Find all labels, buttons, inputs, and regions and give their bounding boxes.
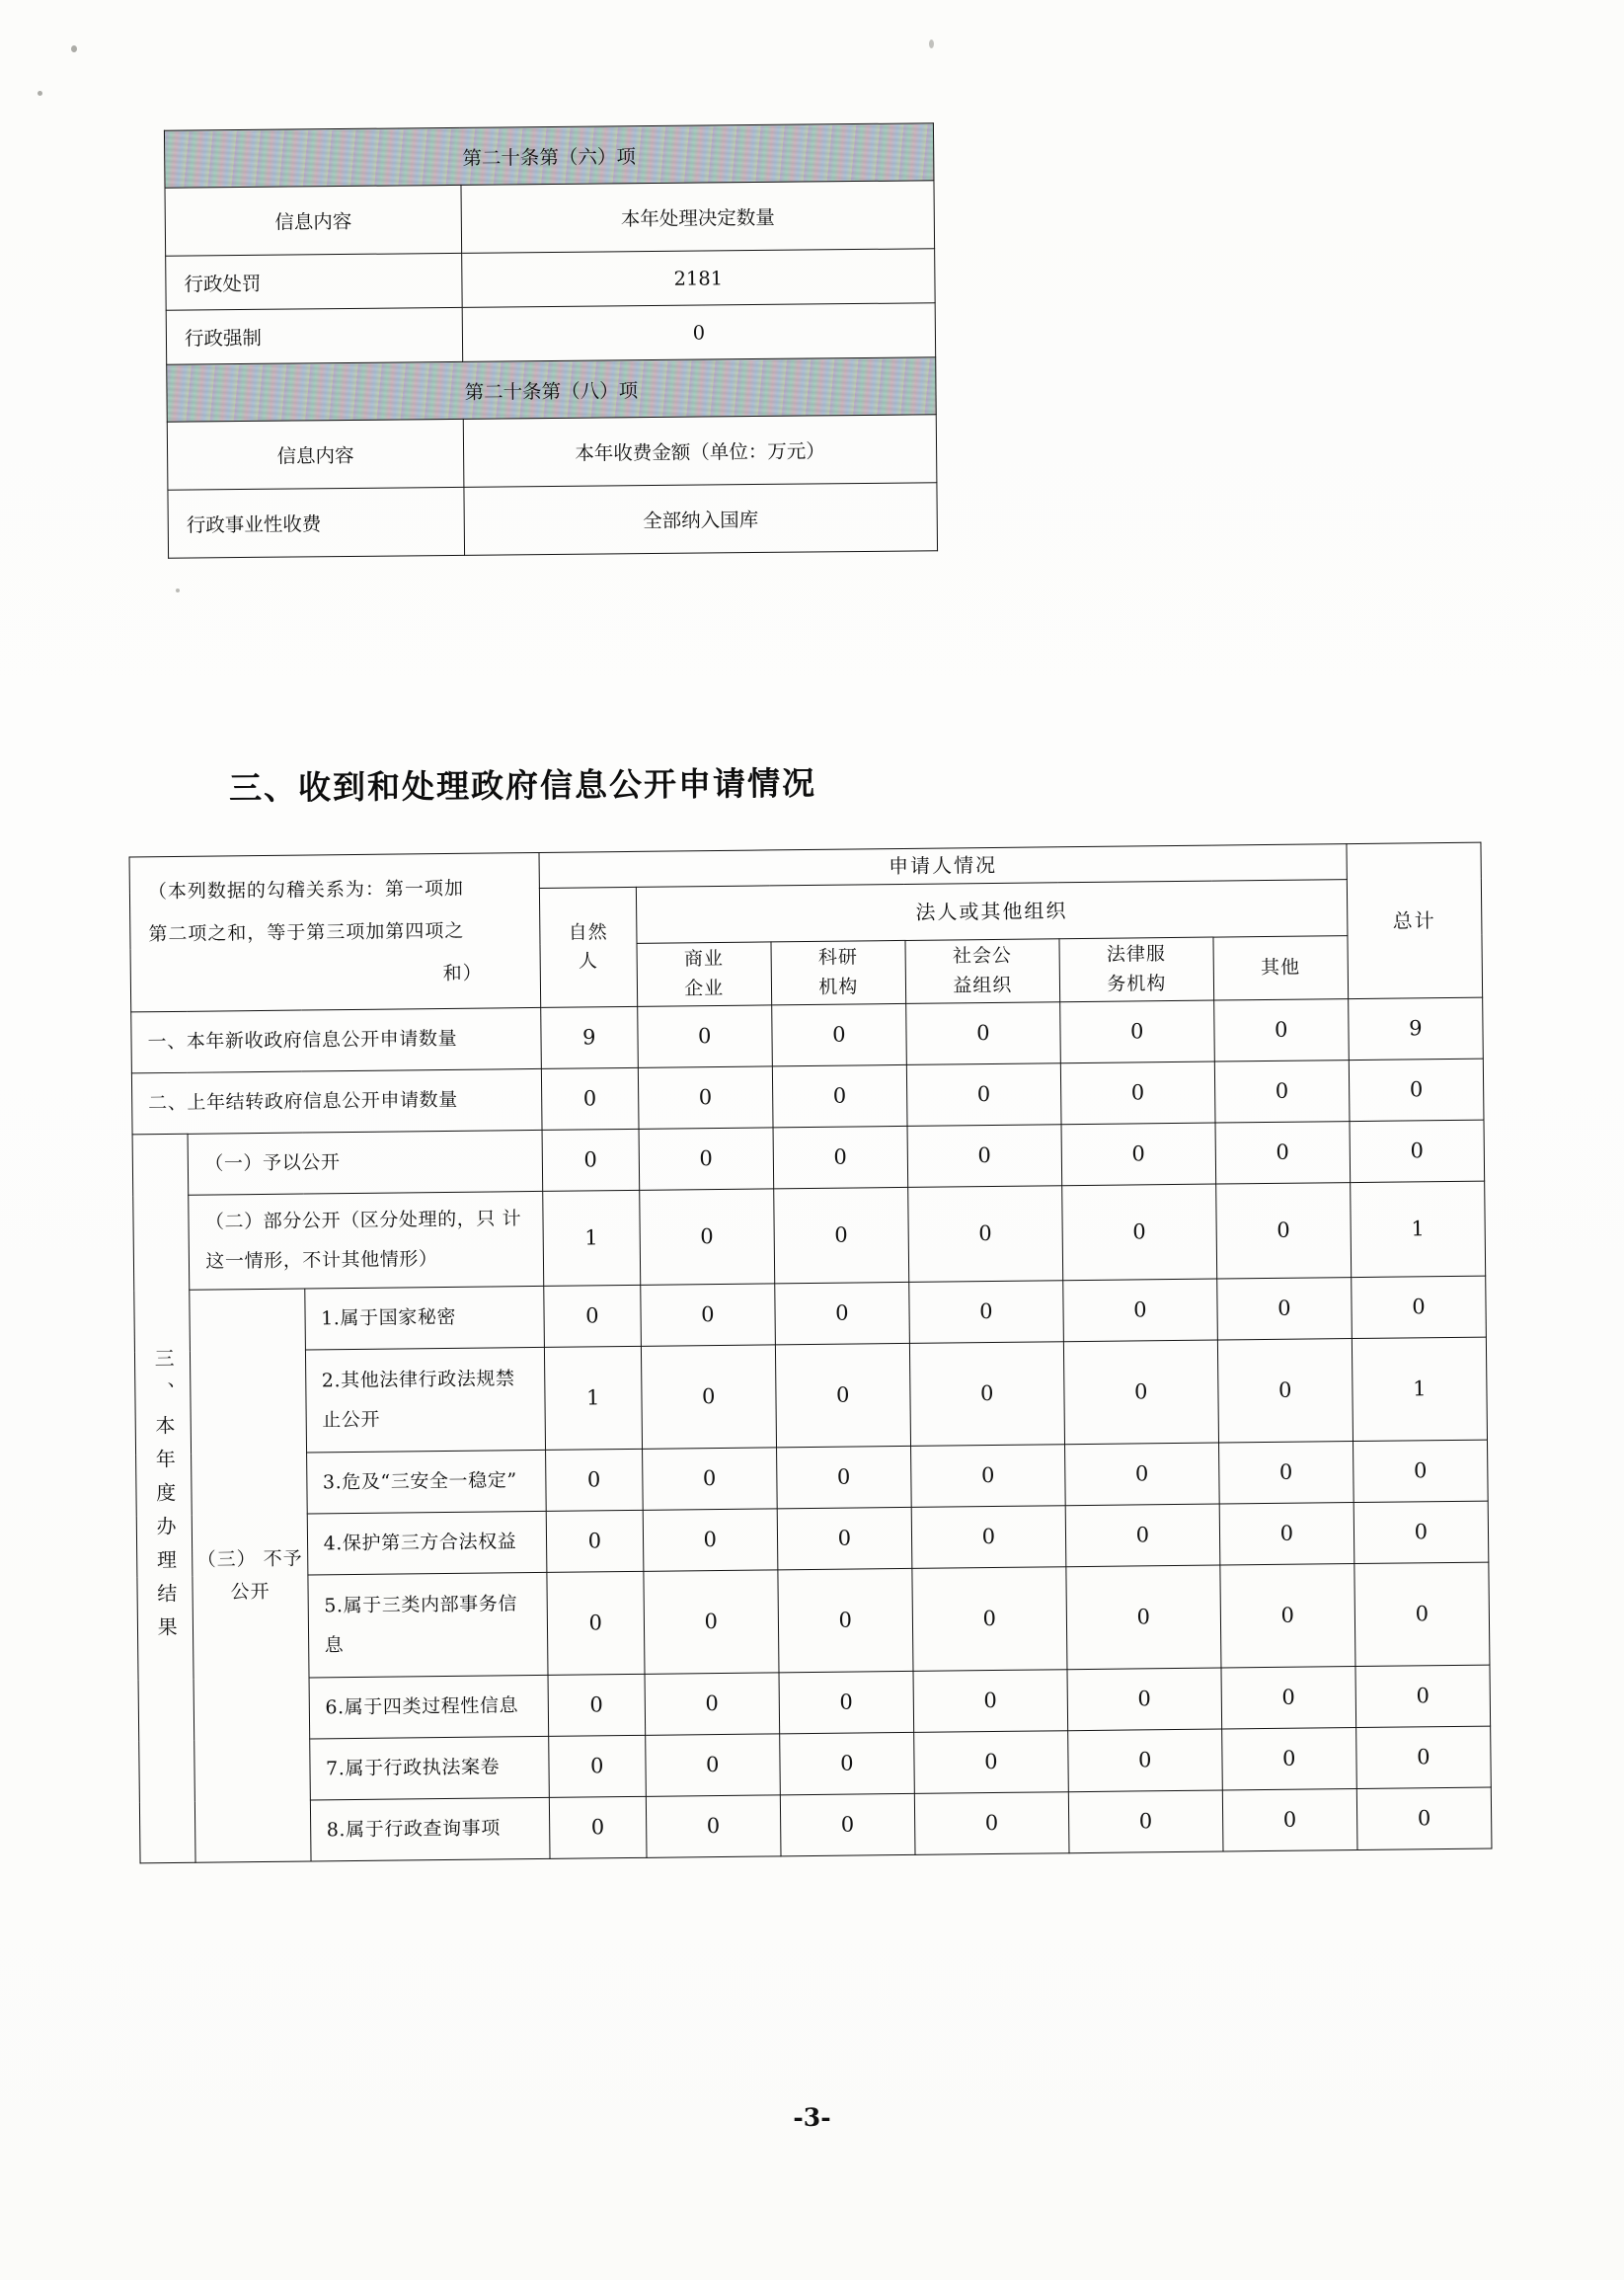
cell-secret-total: 0 [1352, 1276, 1487, 1338]
cell-disclosed-social: 0 [907, 1125, 1062, 1188]
cell-disclosed-total: 0 [1350, 1120, 1485, 1182]
column-header-total: 总计 [1347, 842, 1483, 999]
row-label-admin-fee: 行政事业性收费 [168, 487, 465, 558]
cell-inquiry-research: 0 [780, 1794, 915, 1856]
cell-carryover-research: 0 [772, 1065, 907, 1128]
note-line-3: 和） [442, 962, 483, 984]
vertical-label-outcome-text: 三、本年度办理结果 [151, 1347, 179, 1650]
cell-partial-research: 0 [773, 1188, 908, 1284]
cell-disclosed-legal-service: 0 [1061, 1123, 1216, 1186]
cell-law-legal-service: 0 [1063, 1340, 1218, 1445]
business-line-2: 企业 [684, 977, 725, 1000]
header-info-content-2: 信息内容 [167, 419, 464, 490]
cell-inquiry-business: 0 [646, 1795, 781, 1857]
table-row [164, 123, 934, 188]
cell-secret-legal-service: 0 [1063, 1279, 1218, 1342]
cell-disclosed-other: 0 [1215, 1122, 1351, 1184]
cell-safety-research: 0 [776, 1447, 911, 1509]
cell-new-business: 0 [637, 1005, 772, 1067]
vertical-label-outcome [132, 1135, 195, 1864]
internal-line-1: 5.属于三类内部事务信 [324, 1593, 518, 1617]
row-value-admin-coercion: 0 [462, 303, 936, 362]
cell-enforcement-natural: 0 [549, 1736, 647, 1798]
cell-partial-total: 1 [1351, 1181, 1486, 1277]
cell-secret-other: 0 [1216, 1278, 1352, 1340]
scan-speck [929, 39, 934, 48]
cell-process-natural: 0 [548, 1675, 646, 1737]
vertical-label-not-disclosed [190, 1289, 310, 1862]
row-label-disclosed: （一）予以公开 [188, 1131, 542, 1196]
cell-process-legal-service: 0 [1067, 1668, 1222, 1731]
band-title-eight: 第二十条第（八）项 [167, 357, 937, 422]
cell-new-research: 0 [771, 1004, 906, 1066]
cell-carryover-social: 0 [906, 1063, 1061, 1127]
checksum-note [129, 852, 541, 1012]
row-label-partially-disclosed [189, 1192, 543, 1291]
natural-line-2: 人 [578, 950, 599, 973]
cell-enforcement-legal-service: 0 [1067, 1729, 1222, 1792]
business-line-1: 商业 [683, 948, 725, 971]
cell-inquiry-other: 0 [1222, 1789, 1357, 1851]
cell-law-total: 1 [1352, 1337, 1487, 1441]
table-row [168, 483, 938, 558]
partial-line-1: （二）部分公开（区分处理的，只 [204, 1208, 497, 1233]
cell-enforcement-business: 0 [645, 1734, 780, 1796]
cell-partial-social: 0 [908, 1186, 1063, 1283]
cell-law-other: 0 [1217, 1339, 1353, 1443]
cell-inquiry-social: 0 [914, 1792, 1069, 1855]
cell-secret-social: 0 [909, 1281, 1064, 1344]
row-label-new-applications: 一、本年新收政府信息公开申请数量 [131, 1008, 541, 1073]
row-label-carryover-applications: 二、上年结转政府信息公开申请数量 [131, 1069, 541, 1135]
table-row [133, 1181, 1486, 1291]
cell-thirdparty-social: 0 [911, 1506, 1066, 1569]
row-label-endanger-safety: 3.危及“三安全一稳定” [306, 1451, 546, 1515]
table-row [165, 181, 935, 256]
partial-line-2: 计这一情形，不计其他情形） [205, 1208, 522, 1273]
scan-speck [71, 45, 77, 52]
cell-enforcement-social: 0 [914, 1731, 1069, 1794]
cell-disclosed-research: 0 [773, 1127, 908, 1189]
cell-process-total: 0 [1355, 1665, 1491, 1727]
cell-disclosed-natural: 0 [542, 1130, 640, 1192]
row-label-process-info: 6.属于四类过程性信息 [309, 1676, 549, 1740]
table-row [134, 1337, 1487, 1454]
natural-line-1: 自然 [568, 920, 608, 944]
column-header-natural-person [539, 887, 637, 1007]
column-header-legal-service-org [1059, 937, 1214, 1002]
row-label-admin-coercion: 行政强制 [166, 307, 462, 364]
section-heading: 三、收到和处理政府信息公开申请情况 [228, 763, 817, 808]
cell-process-other: 0 [1221, 1667, 1356, 1729]
cell-safety-other: 0 [1218, 1442, 1353, 1504]
cell-new-legal-service: 0 [1059, 1000, 1214, 1063]
cell-thirdparty-natural: 0 [546, 1511, 644, 1573]
scan-speck [38, 91, 42, 96]
column-header-social-welfare-org [905, 939, 1060, 1004]
cell-process-business: 0 [645, 1673, 780, 1735]
law-prohibited-line-2: 止公开 [322, 1408, 381, 1432]
law-prohibited-line-1: 2.其他法律行政法规禁 [321, 1368, 515, 1392]
row-label-internal-affairs [307, 1573, 547, 1679]
row-label-admin-inquiry: 8.属于行政查询事项 [310, 1798, 550, 1862]
note-line-1: （本列数据的勾稽关系为：第一项加 [147, 877, 465, 904]
social-line-1: 社会公 [952, 945, 1013, 968]
table-row [166, 249, 935, 310]
cell-carryover-natural: 0 [541, 1068, 639, 1131]
note-line-2: 第二项之和，等于第三项加第四项之 [148, 919, 465, 945]
header-info-content: 信息内容 [165, 185, 462, 256]
row-label-state-secret: 1.属于国家秘密 [304, 1287, 544, 1351]
legal-service-line-2: 务机构 [1107, 972, 1167, 995]
row-label-enforcement-file: 7.属于行政执法案卷 [309, 1737, 549, 1801]
row-label-admin-penalty: 行政处罚 [166, 253, 462, 310]
cell-law-social: 0 [909, 1342, 1064, 1447]
group-header-applicant: 申请人情况 [539, 844, 1347, 889]
cell-internal-social: 0 [912, 1567, 1067, 1672]
cell-process-social: 0 [913, 1670, 1068, 1733]
cell-carryover-other: 0 [1214, 1061, 1350, 1123]
cell-thirdparty-other: 0 [1219, 1503, 1354, 1565]
page-number: -3- [793, 2103, 831, 2132]
research-line-2: 机构 [818, 976, 859, 998]
table-row [167, 415, 937, 490]
cell-inquiry-natural: 0 [549, 1797, 647, 1859]
cell-enforcement-total: 0 [1355, 1726, 1491, 1788]
cell-enforcement-research: 0 [779, 1733, 914, 1795]
cell-internal-other: 0 [1220, 1564, 1355, 1668]
research-line-1: 科研 [817, 946, 859, 970]
table-row [167, 357, 937, 422]
cell-secret-natural: 0 [544, 1286, 642, 1348]
header-fee-amount: 本年收费金额（单位：万元） [463, 415, 937, 488]
header-decision-count: 本年处理决定数量 [461, 181, 935, 254]
cell-partial-natural: 1 [543, 1191, 641, 1287]
cell-inquiry-total: 0 [1356, 1787, 1492, 1849]
not-disclosed-text: 不予公开 [230, 1548, 303, 1604]
cell-thirdparty-total: 0 [1353, 1501, 1489, 1563]
cell-internal-natural: 0 [547, 1572, 645, 1676]
cell-law-business: 0 [641, 1345, 776, 1449]
scan-speck [176, 589, 180, 592]
row-value-admin-penalty: 2181 [462, 249, 936, 308]
cell-carryover-legal-service: 0 [1060, 1061, 1215, 1125]
cell-carryover-business: 0 [638, 1066, 773, 1129]
cell-partial-legal-service: 0 [1061, 1184, 1216, 1281]
cell-safety-social: 0 [910, 1445, 1065, 1508]
cell-safety-legal-service: 0 [1064, 1443, 1219, 1506]
legal-service-line-1: 法律服 [1106, 943, 1167, 967]
cell-new-social: 0 [906, 1002, 1061, 1065]
table-row [137, 1562, 1490, 1680]
cell-internal-research: 0 [778, 1569, 913, 1673]
cell-safety-natural: 0 [545, 1450, 643, 1512]
column-header-other: 其他 [1213, 936, 1349, 1000]
cell-new-natural: 9 [541, 1007, 639, 1069]
applications-table [129, 842, 1493, 1864]
cell-safety-total: 0 [1353, 1440, 1488, 1502]
cell-carryover-total: 0 [1349, 1059, 1484, 1121]
cell-law-natural: 1 [544, 1347, 642, 1451]
cell-internal-total: 0 [1354, 1562, 1490, 1666]
cell-thirdparty-research: 0 [777, 1508, 912, 1570]
table-row [166, 303, 935, 364]
column-header-research-institution [771, 941, 906, 1005]
cell-partial-other: 0 [1215, 1183, 1351, 1279]
cell-new-total: 9 [1348, 997, 1483, 1060]
social-line-2: 益组织 [953, 974, 1013, 997]
cell-process-research: 0 [779, 1672, 914, 1734]
cell-partial-business: 0 [639, 1189, 774, 1285]
group-header-legal-entity: 法人或其他组织 [636, 880, 1348, 944]
row-label-third-party-rights: 4.保护第三方合法权益 [307, 1512, 547, 1576]
cell-safety-business: 0 [642, 1448, 777, 1510]
cell-thirdparty-business: 0 [643, 1509, 778, 1571]
band-title-six: 第二十条第（六）项 [164, 123, 934, 188]
cell-thirdparty-legal-service: 0 [1065, 1504, 1220, 1567]
row-label-law-prohibited [305, 1348, 545, 1454]
cell-disclosed-business: 0 [639, 1128, 774, 1190]
row-value-admin-fee: 全部纳入国库 [464, 483, 938, 556]
cell-new-other: 0 [1213, 999, 1349, 1061]
article-20-table [164, 122, 938, 558]
cell-law-research: 0 [775, 1344, 910, 1448]
internal-line-2: 息 [324, 1633, 345, 1657]
cell-inquiry-legal-service: 0 [1068, 1790, 1223, 1853]
not-disclosed-number: （三） [196, 1548, 257, 1572]
column-header-business-enterprise [637, 942, 772, 1006]
cell-secret-research: 0 [775, 1283, 910, 1345]
cell-internal-legal-service: 0 [1066, 1565, 1221, 1670]
cell-secret-business: 0 [640, 1284, 775, 1346]
cell-internal-business: 0 [644, 1570, 779, 1674]
cell-enforcement-other: 0 [1221, 1728, 1356, 1790]
